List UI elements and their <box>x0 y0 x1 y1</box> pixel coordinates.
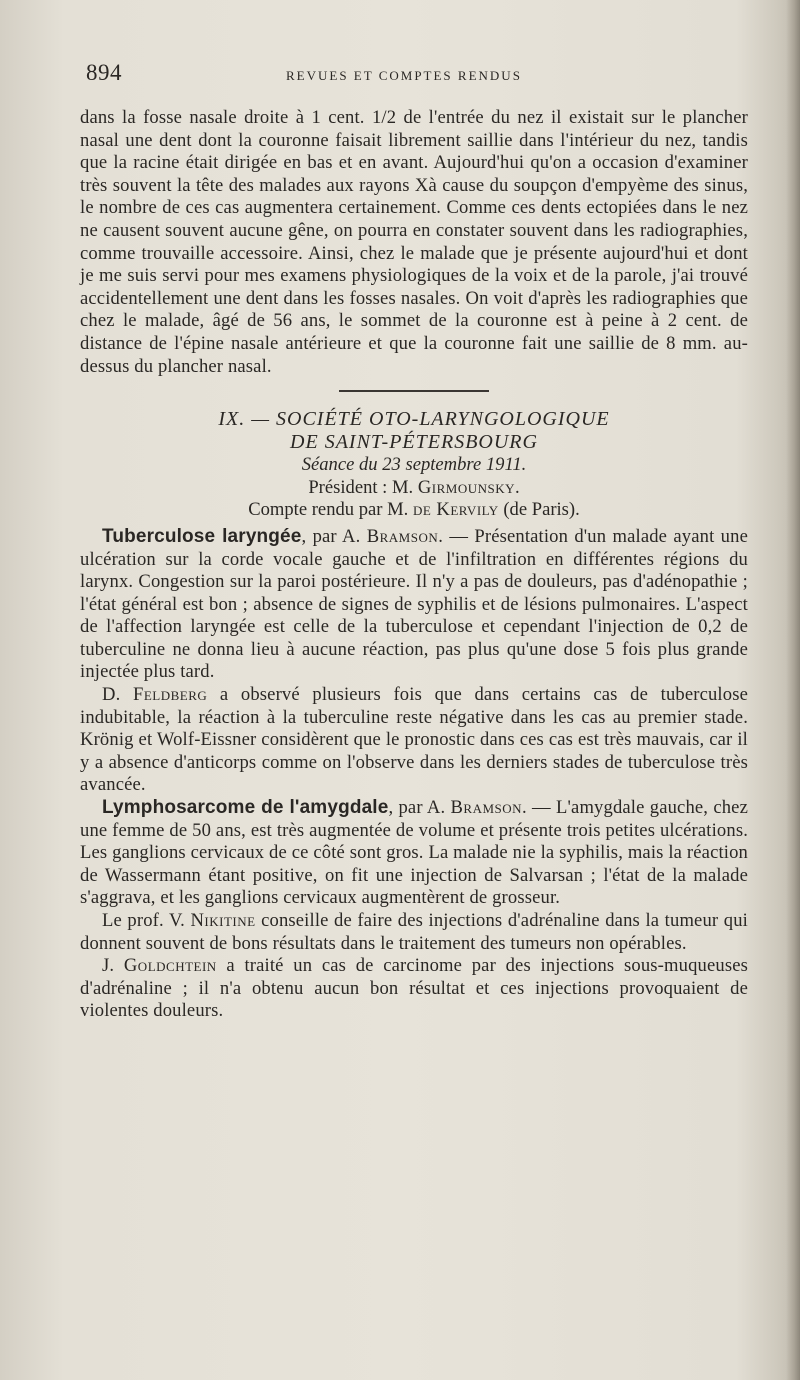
running-head <box>86 60 746 90</box>
article-text: . — L'amygdale gauche, chez une femme de 50 ans, est très augmentée de volume et présente trois petites ulcérations. Les ganglions cervicaux de ce côté sont gros. La malade nie la syphilis, mais la réaction de Wassermann étant positive, on fit une injection de Salvarsan ; l'état de la malade s'aggrava, et les ganglions cervicaux augmentèrent de grosseur. <box>80 797 748 909</box>
intro-paragraph: dans la fosse nasale droite à 1 cent. 1/2 de l'entrée du nez il existait sur le plancher nasal une dent dont la couronne faisait librement saillie dans l'intérieur du nez, tandis que la racine était dirigée en bas et en avant. Aujourd'hui qu'on a occasion d'examiner très souvent la tête des malades aux rayons Xà cause du soupçon d'empyème des sinus, le nombre de ces cas augmentera certainement. Comme ces dents ectopiées dans le nez ne causent souvent aucune gêne, on pourra en constater souvent dans les radiographies, comme trouvaille accessoire. Ainsi, chez le malade que je présente aujourd'hui et dont je me suis servi pour mes examens physiologiques de la voix et de la parole, j'ai trouvé accidentellement une dent dans les fosses nasales. On voit d'après les radiographies que chez le malade, âgé de 56 ans, le sommet de la couronne est à peine à 2 cent. de distance de l'épine nasale antérieure et que la couronne fait une saillie de 8 mm. au-dessus du plancher nasal. <box>80 107 748 377</box>
byline: , par A. <box>388 797 451 819</box>
comment-lead: D. <box>102 684 133 706</box>
author-name: Nikitine <box>190 910 256 931</box>
comment-nikitine <box>80 910 748 955</box>
comment-lead: Le prof. V. <box>102 910 191 931</box>
article-title: Lymphosarcome de l'amygdale <box>102 797 389 819</box>
president-end: . <box>515 476 520 498</box>
author-name: Feldberg <box>132 684 208 706</box>
comment-text: a traité un cas de carcinome par des injections sous-muqueuses d'adrénaline ; il n'a obtenu aucun bon résultat et ces injections provoquaient de violentes douleurs. <box>80 955 748 1022</box>
author-name: Bramson <box>450 797 523 819</box>
author-name: Bramson <box>366 525 439 547</box>
president-line <box>80 477 748 500</box>
article-title: Tuberculose laryngée <box>102 525 302 547</box>
comment-feldberg <box>80 684 748 797</box>
comment-goldchtein <box>80 955 748 1023</box>
report-label: Compte rendu par M. <box>248 499 413 521</box>
page-body <box>80 107 748 1023</box>
report-end: (de Paris). <box>498 499 580 521</box>
section-divider <box>339 390 489 392</box>
section-heading-line2: DE SAINT-PÉTERSBOURG <box>290 431 538 454</box>
article-tuberculose <box>80 526 748 684</box>
president-name: Girmounsky <box>417 476 515 498</box>
section-heading-line1: IX. — SOCIÉTÉ OTO-LARYNGOLOGIQUE <box>218 408 610 431</box>
article-text: . — Présentation d'un malade ayant une ulcération sur la corde vocale gauche et de l'infiltration en différentes régions du larynx. Congestion sur la paroi postérieure. Il n'y a pas de douleurs, pas d'adénopathie ; l'état général est bon ; absence de signes de syphilis et de lésions pulmonaires. L'aspect de l'affection laryngée est celle de la tuberculose et cependant l'injection de 0,2 de tuberculine ne donna lieu à aucune réaction, pas plus qu'une dose 5 fois plus grande injectée plus tard. <box>80 525 748 683</box>
article-lymphosarcome <box>80 797 748 910</box>
byline: , par A. <box>301 525 367 547</box>
president-label: Président : M. <box>308 476 418 498</box>
running-title: REVUES ET COMPTES RENDUS <box>286 68 522 83</box>
comment-lead: J. <box>102 955 124 977</box>
report-author: de Kervily <box>412 499 499 521</box>
session-date: Séance du 23 septembre 1911. <box>301 454 527 476</box>
page-edge-shadow <box>786 0 800 1380</box>
report-line <box>80 499 748 522</box>
comment-text: conseille de faire des injections d'adrénaline dans la tumeur qui donnent souvent de bons résultats dans le traitement des tumeurs non opérables. <box>80 910 748 954</box>
page-number: 894 <box>86 60 122 85</box>
author-name: Goldchtein <box>123 955 217 977</box>
comment-text: a observé plusieurs fois que dans certains cas de tuberculose indubitable, la réaction à la tuberculine reste négative dans les cas au premier stade. Krönig et Wolf-Eissner considèrent que le pronostic dans ces cas est très mauvais, car il y a absence d'anticorps comme on l'observe dans les derniers stades de tuberculose très avancée. <box>80 684 748 796</box>
